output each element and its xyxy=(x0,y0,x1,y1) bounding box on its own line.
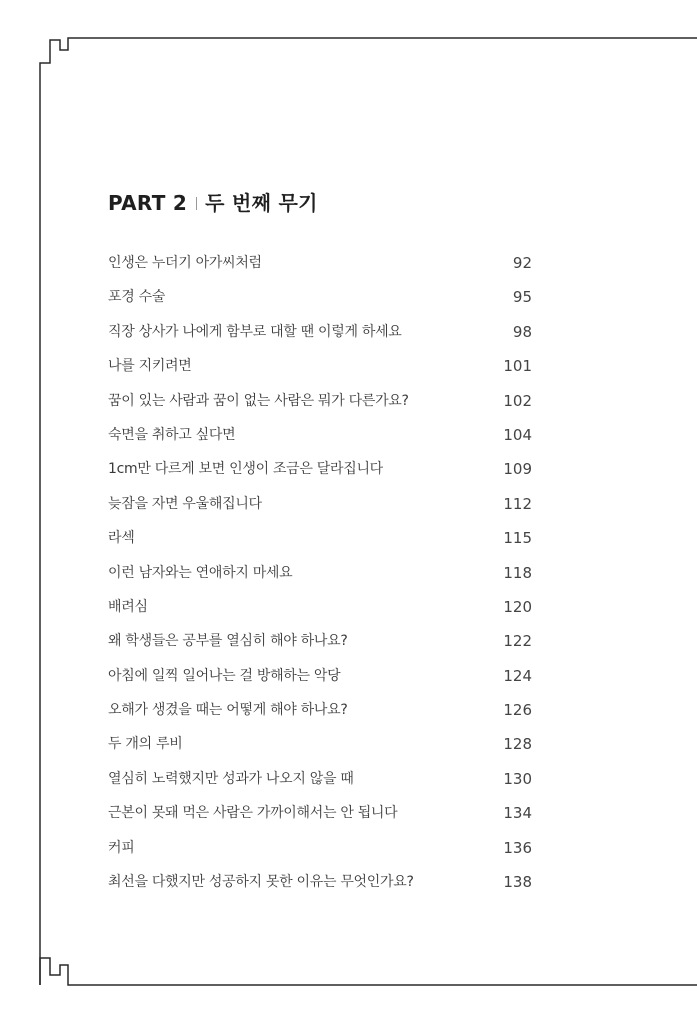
toc-entry-page-number: 118 xyxy=(503,563,532,582)
toc-entry-page-number: 112 xyxy=(503,494,532,513)
toc-entry-title: 두 개의 루비 xyxy=(108,736,183,753)
toc-entry-page-number: 92 xyxy=(512,254,532,272)
toc-entry-title: 포경 수술 xyxy=(108,289,166,306)
toc-entry-title: 1cm만 다르게 보면 인생이 조금은 달라집니다 xyxy=(108,461,383,478)
toc-entry-title: 배려심 xyxy=(108,598,148,615)
toc-entry[interactable] xyxy=(108,796,532,830)
toc-entry-page-number: 98 xyxy=(512,322,532,341)
toc-entry-title: 직장 상사가 나에게 함부로 대할 땐 이렇게 하세요 xyxy=(108,323,402,340)
toc-entry[interactable] xyxy=(108,349,532,383)
toc-entry[interactable] xyxy=(108,246,532,280)
toc-entry-title: 라섹 xyxy=(108,530,135,547)
toc-entry-page-number: 136 xyxy=(503,838,532,857)
toc-entry[interactable] xyxy=(108,452,532,486)
toc-entry-title: 열심히 노력했지만 성과가 나오지 않을 때 xyxy=(108,770,354,787)
toc-entry[interactable] xyxy=(108,556,532,590)
toc-entry[interactable] xyxy=(108,727,532,761)
toc-entry[interactable] xyxy=(108,315,532,349)
toc-entry[interactable] xyxy=(108,624,532,658)
toc-entry-page-number: 102 xyxy=(503,391,532,410)
part-label: PART 2 xyxy=(108,191,188,215)
toc-entry-page-number: 128 xyxy=(503,735,532,754)
toc-entry-page-number: 126 xyxy=(503,701,532,720)
toc-entry[interactable] xyxy=(108,590,532,624)
toc-entry-page-number: 134 xyxy=(503,804,532,823)
toc-entry-page-number: 120 xyxy=(503,597,532,616)
toc-entry-title: 근본이 못돼 먹은 사람은 가까이해서는 안 됩니다 xyxy=(108,805,398,822)
toc-entry[interactable] xyxy=(108,384,532,418)
heading-separator xyxy=(196,197,197,210)
toc-entry-page-number: 115 xyxy=(503,529,532,548)
toc-entry-page-number: 130 xyxy=(503,769,532,788)
toc-entry[interactable] xyxy=(108,659,532,693)
toc-entry-title: 커피 xyxy=(108,839,135,856)
part-title: 두 번째 무기 xyxy=(205,191,318,215)
toc-entry-page-number: 109 xyxy=(503,460,532,479)
toc-entry-title: 숙면을 취하고 싶다면 xyxy=(108,426,236,443)
part-heading xyxy=(108,187,318,216)
toc-entry[interactable] xyxy=(108,280,532,314)
toc-entry-title: 이런 남자와는 연애하지 마세요 xyxy=(108,564,293,581)
toc-entry-page-number: 124 xyxy=(503,666,532,685)
toc-entry[interactable] xyxy=(108,487,532,521)
toc-entry-page-number: 95 xyxy=(512,288,532,307)
toc-entry[interactable] xyxy=(108,865,532,899)
toc-entry[interactable] xyxy=(108,521,532,555)
toc-entry-page-number: 104 xyxy=(503,425,532,444)
toc-entry-title: 인생은 누더기 아가씨처럼 xyxy=(108,255,262,271)
toc-entry-title: 꿈이 있는 사람과 꿈이 없는 사람은 뭐가 다른가요? xyxy=(108,392,409,409)
toc-entry[interactable] xyxy=(108,831,532,865)
toc-entry-title: 최선을 다했지만 성공하지 못한 이유는 무엇인가요? xyxy=(108,874,414,891)
toc-entry-title: 나를 지키려면 xyxy=(108,358,192,375)
toc-entry[interactable] xyxy=(108,418,532,452)
toc-entry-page-number: 122 xyxy=(503,632,532,651)
toc-entry-title: 오해가 생겼을 때는 어떻게 해야 하나요? xyxy=(108,702,348,719)
toc-entry-title: 아침에 일찍 일어나는 걸 방해하는 악당 xyxy=(108,667,341,684)
table-of-contents xyxy=(108,246,532,899)
toc-entry-page-number: 101 xyxy=(503,357,532,376)
toc-entry-page-number: 138 xyxy=(503,873,532,892)
toc-entry[interactable] xyxy=(108,693,532,727)
toc-entry-title: 늦잠을 자면 우울해집니다 xyxy=(108,495,262,512)
toc-entry[interactable] xyxy=(108,762,532,796)
toc-entry-title: 왜 학생들은 공부를 열심히 해야 하나요? xyxy=(108,633,348,650)
